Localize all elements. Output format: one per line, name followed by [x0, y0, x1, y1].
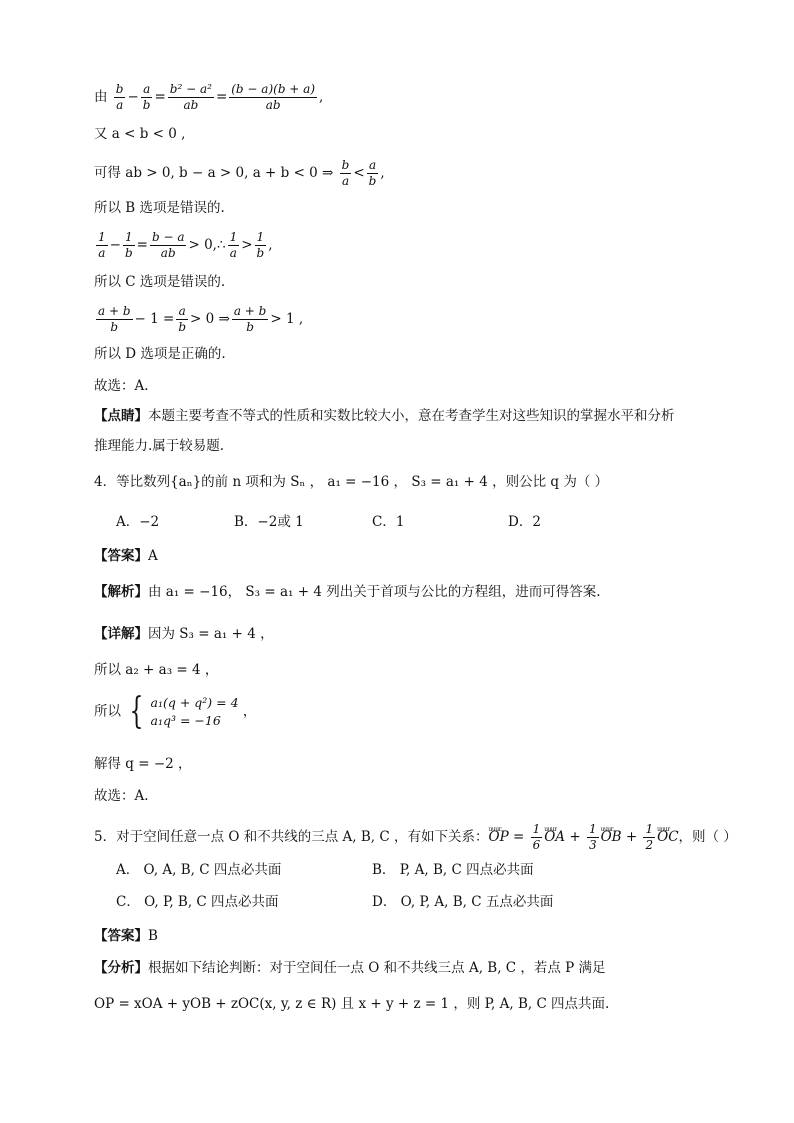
q5-stem: 5．对于空间任意一点 O 和不共线的三点 A, B, C ，有如下关系：uuur OP = $\frac{1}{6}$ uuur OA + $\frac{1}{3}$ uuur OB + $\frac{1}{2}$ uuur OC，则（ ）: [94, 822, 737, 853]
derivation-line-5: $\frac{1}{a}$ − $\frac{1}{b}$ = $\frac{b - a}{ab}$ > 0,∴ $\frac{1}{a}$ > $\frac{1}{b}$ ,: [98, 230, 273, 260]
q5-option-c: C． O, P, B, C 四点必共面: [116, 894, 279, 910]
derivation-line-6: 所以 C 选项是错误的.: [94, 274, 226, 290]
q4-answer: 【答案】A: [94, 548, 158, 564]
q4-detail-2: 所以 a₂ + a₃ = 4 ，: [94, 662, 219, 678]
q4-analysis: 【解析】由 a₁ = −16， S₃ = a₁ + 4 列出关于首项与公比的方程组，进而可得答案.: [94, 584, 601, 600]
fraction: $\frac{1}{b}$: [256, 230, 265, 260]
fraction: $\frac{1}{a}$: [229, 230, 238, 260]
fraction: $\frac{b}{a}$: [115, 82, 124, 112]
fraction: $\frac{a}{b}$: [178, 304, 187, 334]
q4-detail-4: 解得 q = −2 ，: [94, 756, 192, 772]
q4-option-b: B．−2或 1: [234, 514, 304, 530]
fraction: $\frac{b}{a}$: [341, 158, 350, 188]
derivation-line-2: 又 a < b < 0 ,: [94, 126, 186, 142]
equation-system: a₁(q + q²) = 4 a₁q³ = −16: [150, 695, 239, 728]
fraction: $\frac{a + b}{b}$: [233, 304, 267, 334]
q4-option-d: D．2: [508, 514, 541, 530]
q4-option-a: A．−2: [116, 514, 160, 530]
dianjing-tag: 【点睛】: [94, 408, 148, 424]
q4-detail-1: 【详解】因为 S₃ = a₁ + 4 ，: [94, 626, 274, 642]
derivation-line-3: 可得 ab > 0, b − a > 0, a + b < 0 ⇒ $\frac{b}{a}$ < $\frac{a}{b}$ ,: [94, 158, 385, 188]
fraction: $\frac{1}{a}$: [98, 230, 106, 260]
left-brace: {: [129, 691, 144, 732]
q4-stem: 4．等比数列{aₙ}的前 n 项和为 Sₙ ， a₁ = −16 ， S₃ = a₁ + 4 ，则公比 q 为（ ）: [94, 474, 609, 490]
derivation-line-8: 所以 D 选项是正确的.: [94, 346, 226, 362]
derivation-line-1: 由 $\frac{b}{a}$ − $\frac{a}{b}$ = $\frac{\text{b² − a²}}{ab}$ = $\frac{(b - a)(b + a)}{ab}$ ,: [94, 82, 324, 112]
fraction: $\frac{(b - a)(b + a)}{ab}$: [231, 82, 316, 112]
dianjing-line-2: 推理能力.属于较易题.: [94, 438, 225, 454]
q4-detail-5: 故选：A.: [94, 788, 149, 804]
q5-analysis-1: 【分析】根据如下结论判断：对于空间任一点 O 和不共线三点 A, B, C ，若点 P 满足: [94, 960, 606, 976]
fraction: $\frac{a + b}{b}$: [98, 304, 131, 334]
fraction: $\frac{a}{b}$: [142, 82, 151, 112]
q5-answer: 【答案】B: [94, 928, 158, 944]
fraction: $\frac{1}{6}$: [532, 822, 541, 852]
dianjing-line-1: 【点睛】本题主要考查不等式的性质和实数比较大小，意在考查学生对这些知识的掌握水平和分析: [94, 408, 675, 424]
fraction: $\frac{a}{b}$: [368, 158, 377, 188]
q5-option-a: A． O, A, B, C 四点必共面: [116, 862, 282, 878]
fraction: $\frac{\text{b² − a²}}{ab}$: [169, 82, 212, 112]
derivation-line-4: 所以 B 选项是错误的.: [94, 200, 225, 216]
q5-option-b: B． P, A, B, C 四点必共面: [372, 862, 534, 878]
fraction: $\frac{1}{b}$: [124, 230, 133, 260]
q5-option-d: D． O, P, A, B, C 五点必共面: [372, 894, 554, 910]
fraction: $\frac{b - a}{ab}$: [151, 230, 185, 260]
q4-option-c: C．1: [372, 514, 405, 530]
q5-analysis-2: OP = xOA + yOB + zOC(x, y, z ∈ R) 且 x + y + z = 1 ，则 P, A, B, C 四点共面.: [94, 996, 610, 1012]
q4-detail-3: 所以 { a₁(q + q²) = 4 a₁q³ = −16 ，: [94, 691, 257, 732]
derivation-line-9: 故选：A.: [94, 378, 149, 394]
fraction: $\frac{1}{2}$: [645, 822, 654, 852]
fraction: $\frac{1}{3}$: [588, 822, 597, 852]
derivation-line-7: $\frac{a + b}{b}$ − 1 = $\frac{a}{b}$ > 0 ⇒ $\frac{a + b}{b}$ > 1 ,: [98, 304, 304, 334]
